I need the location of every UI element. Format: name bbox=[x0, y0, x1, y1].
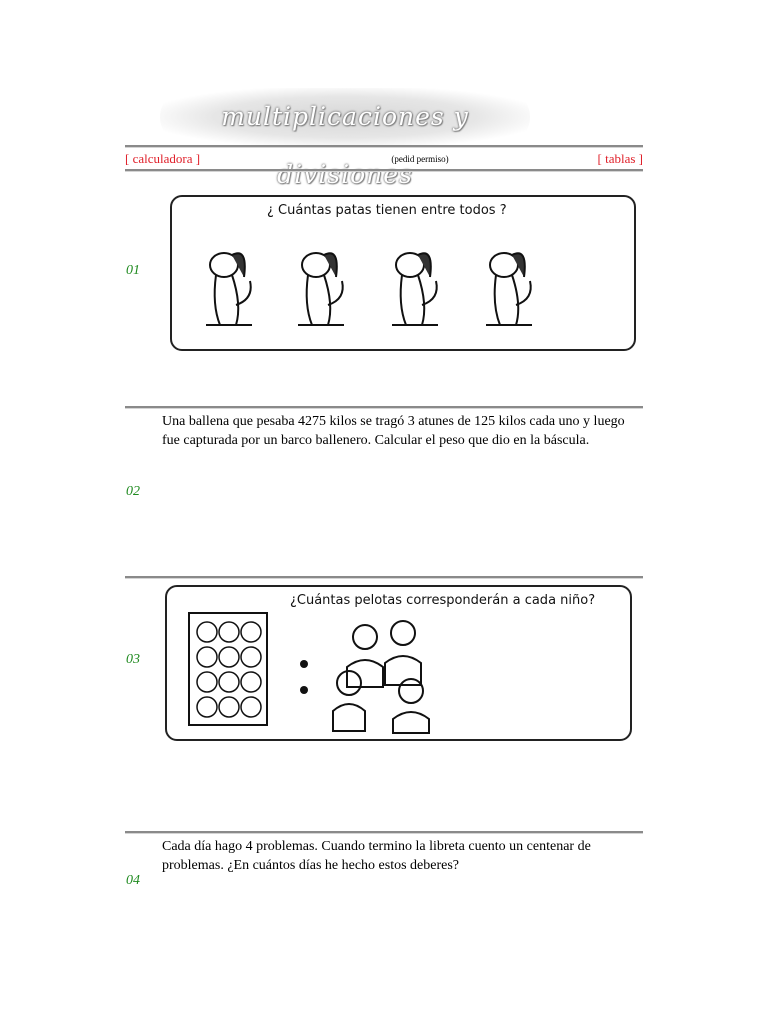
problem-number-02: 02 bbox=[126, 484, 140, 499]
header-top-rule bbox=[125, 145, 643, 148]
problem-02-rule bbox=[125, 406, 643, 409]
dogs-picture bbox=[170, 195, 636, 351]
calculator-link[interactable]: [ calculadora ] bbox=[125, 151, 201, 166]
dot-icon bbox=[300, 686, 308, 694]
problem-04-text: Cada día hago 4 problemas. Cuando termino la libreta cuento un centenar de problemas. ¿En cuántos días he hecho estos deberes? bbox=[162, 839, 591, 873]
problem-number-04: 04 bbox=[126, 873, 140, 888]
problem-number-03: 03 bbox=[126, 652, 140, 667]
dog-icon bbox=[486, 253, 532, 325]
balls-illustration bbox=[167, 587, 630, 739]
dogs-picture-caption: ¿ Cuántas patas tienen entre todos ? bbox=[267, 203, 507, 218]
tables-link[interactable]: [ tablas ] bbox=[597, 151, 643, 166]
dogs-illustration bbox=[172, 197, 634, 349]
permission-note: (pedid permiso) bbox=[391, 154, 449, 164]
dog-icon bbox=[298, 253, 344, 325]
ball-net-icon bbox=[189, 613, 267, 725]
balls-picture-caption: ¿Cuántas pelotas corresponderán a cada niño? bbox=[290, 593, 596, 608]
problem-04-rule bbox=[125, 831, 643, 834]
problem-02-text: Una ballena que pesaba 4275 kilos se tragó 3 atunes de 125 kilos cada uno y luego fue capturada por un barco ballenero. Calcular el peso que dio en la báscula. bbox=[162, 414, 625, 448]
page-title: multiplicaciones y divisiones bbox=[160, 88, 530, 146]
balls-picture bbox=[165, 585, 632, 741]
problem-03-rule bbox=[125, 576, 643, 579]
dot-icon bbox=[300, 660, 308, 668]
dog-icon bbox=[206, 253, 252, 325]
problem-number-01: 01 bbox=[126, 263, 140, 278]
header-bottom-rule bbox=[125, 169, 643, 172]
children-icon bbox=[333, 621, 429, 733]
dog-icon bbox=[392, 253, 438, 325]
